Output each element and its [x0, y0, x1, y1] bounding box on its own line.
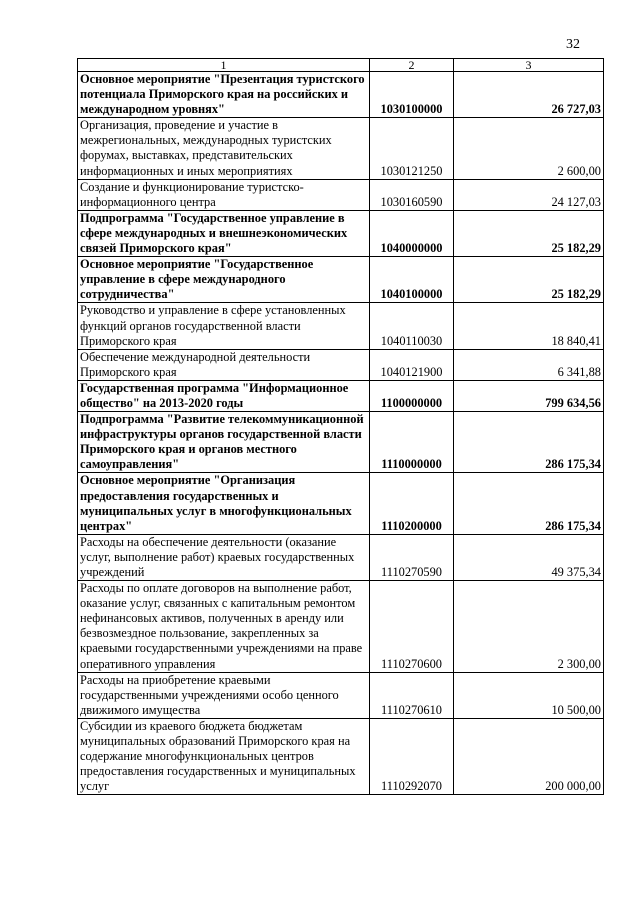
row-name: Основное мероприятие "Презентация туристского потенциала Приморского края на российских и международном уровнях"	[78, 72, 370, 118]
row-name: Расходы на приобретение краевыми государственными учреждениями особо ценного движимого имущества	[78, 672, 370, 718]
table-row	[78, 349, 604, 380]
row-amount: 10 500,00	[454, 672, 604, 718]
row-code: 1110270600	[370, 581, 454, 673]
table-row	[78, 718, 604, 794]
row-code: 1040121900	[370, 349, 454, 380]
row-name: Расходы на обеспечение деятельности (оказание услуг, выполнение работ) краевых государственных учреждений	[78, 534, 370, 580]
row-code: 1100000000	[370, 380, 454, 411]
row-code: 1110000000	[370, 412, 454, 473]
table-row	[78, 473, 604, 534]
row-name: Руководство и управление в сфере установленных функций органов государственной власти Приморского края	[78, 303, 370, 349]
row-amount: 18 840,41	[454, 303, 604, 349]
row-code: 1040110030	[370, 303, 454, 349]
table-row	[78, 380, 604, 411]
row-name: Подпрограмма "Развитие телекоммуникационной инфраструктуры органов государственной власти Приморского края и органов местного самоуправления"	[78, 412, 370, 473]
table-row	[78, 672, 604, 718]
table-row	[78, 412, 604, 473]
row-name: Подпрограмма "Государственное управление в сфере международных и внешнеэкономических связей Приморского края"	[78, 210, 370, 256]
row-code: 1030121250	[370, 118, 454, 179]
page-number: 32	[566, 37, 580, 52]
row-name: Создание и функционирование туристско-информационного центра	[78, 179, 370, 210]
table-row	[78, 581, 604, 673]
row-code: 1040100000	[370, 257, 454, 303]
row-amount: 2 300,00	[454, 581, 604, 673]
row-code: 1110200000	[370, 473, 454, 534]
row-name: Субсидии из краевого бюджета бюджетам муниципальных образований Приморского края на содержание многофункциональных центров предоставления государственных и муниципальных услуг	[78, 718, 370, 794]
table-row	[78, 118, 604, 179]
budget-table	[77, 58, 604, 795]
row-amount: 286 175,34	[454, 412, 604, 473]
header-col-2: 2	[370, 59, 454, 72]
row-amount: 200 000,00	[454, 718, 604, 794]
header-col-3: 3	[454, 59, 604, 72]
row-code: 1040000000	[370, 210, 454, 256]
row-amount: 6 341,88	[454, 349, 604, 380]
row-amount: 2 600,00	[454, 118, 604, 179]
row-code: 1030100000	[370, 72, 454, 118]
row-code: 1110270610	[370, 672, 454, 718]
row-code: 1030160590	[370, 179, 454, 210]
row-code: 1110270590	[370, 534, 454, 580]
row-name: Организация, проведение и участие в межрегиональных, международных туристских форумах, выставках, представительских информационных и иных мероприятиях	[78, 118, 370, 179]
row-name: Основное мероприятие "Государственное управление в сфере международного сотрудничества"	[78, 257, 370, 303]
table-header-row	[78, 59, 604, 72]
row-amount: 799 634,56	[454, 380, 604, 411]
row-amount: 25 182,29	[454, 257, 604, 303]
table-row	[78, 257, 604, 303]
row-name: Расходы по оплате договоров на выполнение работ, оказание услуг, связанных с капитальным ремонтом нефинансовых активов, полученных в аренду или безвозмездное пользование, закрепленных за краевыми государственными учреждениями на праве оперативного управления	[78, 581, 370, 673]
row-amount: 25 182,29	[454, 210, 604, 256]
row-amount: 286 175,34	[454, 473, 604, 534]
row-name: Основное мероприятие "Организация предоставления государственных и муниципальных услуг в многофункциональных центрах"	[78, 473, 370, 534]
table-row	[78, 72, 604, 118]
table-row	[78, 303, 604, 349]
row-name: Обеспечение международной деятельности Приморского края	[78, 349, 370, 380]
row-amount: 24 127,03	[454, 179, 604, 210]
table-row	[78, 210, 604, 256]
header-col-1: 1	[78, 59, 370, 72]
row-amount: 49 375,34	[454, 534, 604, 580]
row-code: 1110292070	[370, 718, 454, 794]
row-amount: 26 727,03	[454, 72, 604, 118]
table-row	[78, 534, 604, 580]
row-name: Государственная программа "Информационное общество" на 2013-2020 годы	[78, 380, 370, 411]
table-row	[78, 179, 604, 210]
